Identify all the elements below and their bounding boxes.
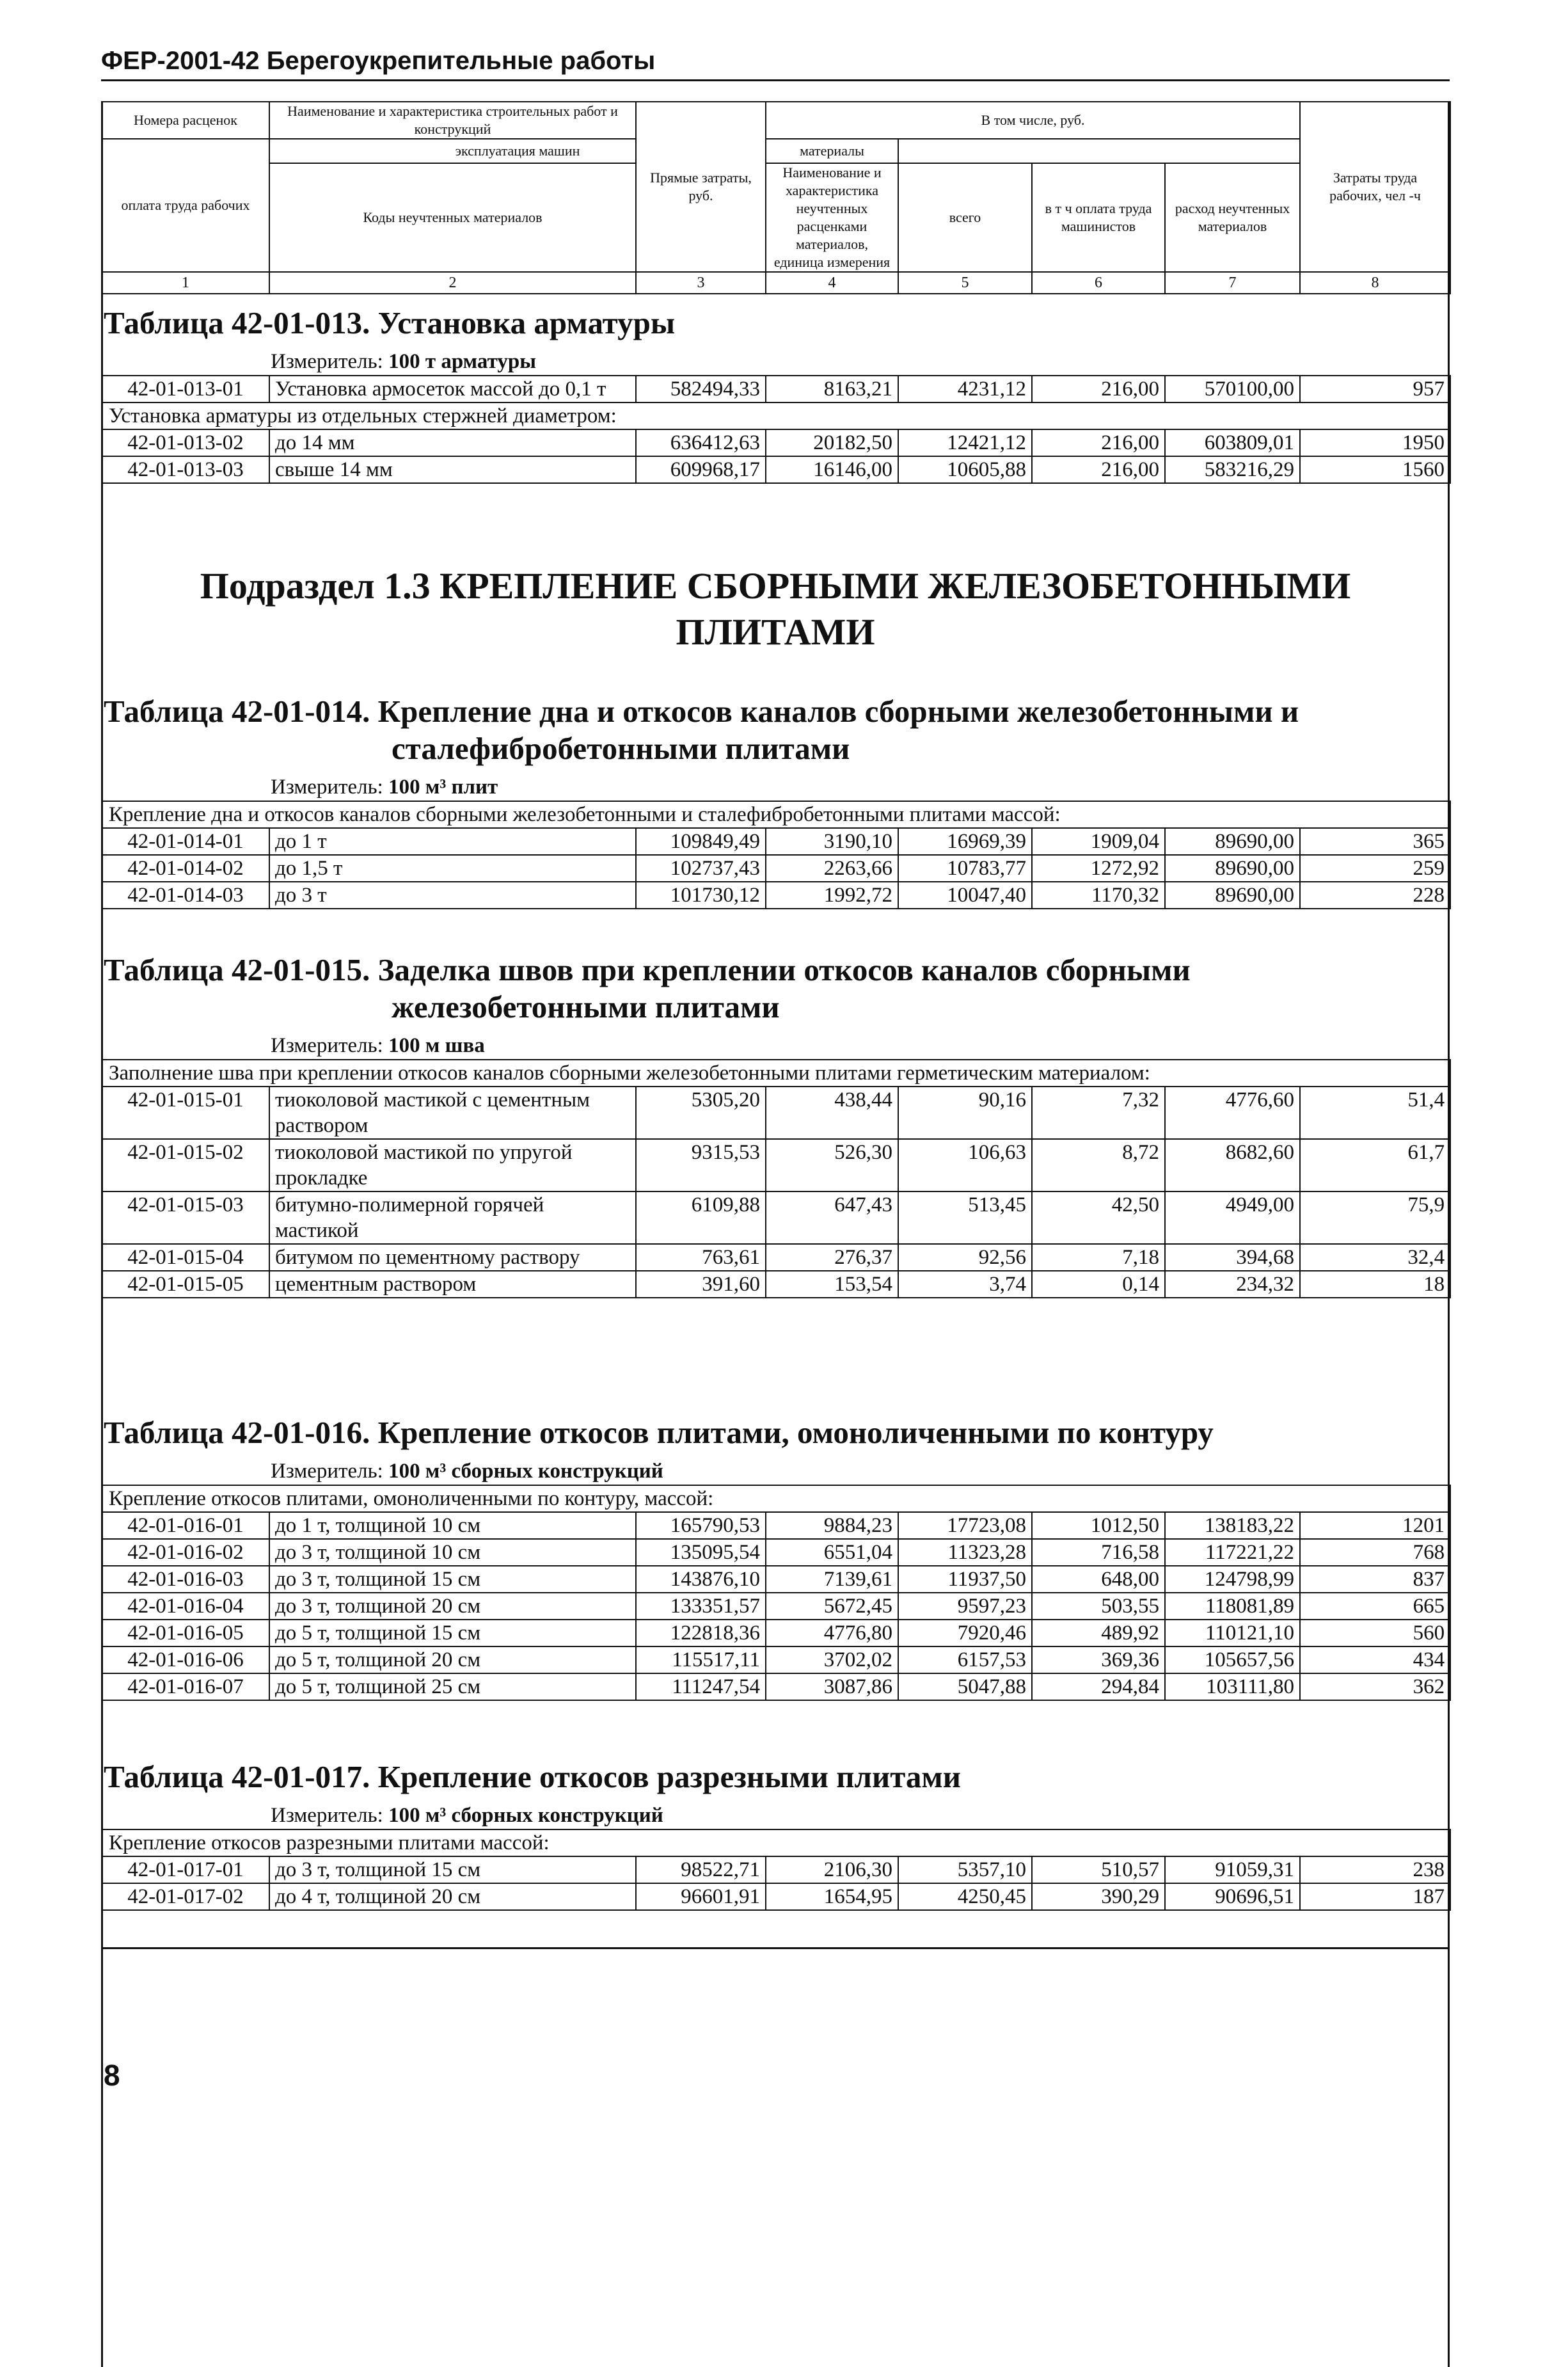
- machines-total-cell: 9597,23: [898, 1593, 1032, 1620]
- table-row: [102, 1620, 1450, 1646]
- labor-pay-cell: 7139,61: [766, 1566, 898, 1593]
- table-016-group: Крепление откосов плитами, омоноличенными по контуру, массой:: [102, 1485, 1450, 1512]
- labor-hours-cell: 1950: [1300, 429, 1450, 456]
- table-014-title: [101, 693, 1450, 767]
- header-labor-pay: оплата труда рабочих: [102, 139, 269, 272]
- materials-cell: 583216,29: [1165, 456, 1300, 483]
- machines-total-cell: 10783,77: [898, 855, 1032, 882]
- operator-pay-cell: 716,58: [1032, 1539, 1165, 1566]
- work-name-cell: до 1 т, толщиной 10 см: [269, 1512, 636, 1539]
- header-machines-total: всего: [898, 163, 1032, 272]
- table-017-group: Крепление откосов разрезными плитами массой:: [102, 1829, 1450, 1856]
- rate-code-cell: 42-01-016-07: [102, 1673, 269, 1700]
- machines-total-cell: 7920,46: [898, 1620, 1032, 1646]
- machines-total-cell: 90,16: [898, 1087, 1032, 1139]
- table-014-title-line-1: Таблица 42-01-014. Крепление дна и откосов каналов сборными железобетонными и: [104, 694, 1299, 729]
- work-name-cell: битумно-полимерной горячей мастикой: [269, 1191, 636, 1244]
- labor-hours-cell: 32,4: [1300, 1244, 1450, 1271]
- table-row: [102, 1566, 1450, 1593]
- table-015-title-line-1: Таблица 42-01-015. Заделка швов при креплении откосов каналов сборными: [104, 952, 1191, 987]
- labor-hours-cell: 957: [1300, 376, 1450, 402]
- direct-costs-cell: 101730,12: [636, 882, 766, 909]
- subsection-heading: [101, 563, 1450, 655]
- rate-code-cell: 42-01-015-03: [102, 1191, 269, 1244]
- work-name-cell: до 3 т, толщиной 15 см: [269, 1856, 636, 1883]
- labor-pay-cell: 2263,66: [766, 855, 898, 882]
- work-name-cell: до 3 т, толщиной 20 см: [269, 1593, 636, 1620]
- labor-hours-cell: 434: [1300, 1646, 1450, 1673]
- materials-cell: 103111,80: [1165, 1673, 1300, 1700]
- table-row: [102, 1512, 1450, 1539]
- column-header-table: [101, 101, 1451, 294]
- table-013: [101, 375, 1451, 484]
- work-name-cell: до 14 мм: [269, 429, 636, 456]
- work-name-cell: битумом по цементному раствору: [269, 1244, 636, 1271]
- machines-total-cell: 11937,50: [898, 1566, 1032, 1593]
- direct-costs-cell: 102737,43: [636, 855, 766, 882]
- direct-costs-cell: 165790,53: [636, 1512, 766, 1539]
- materials-cell: 105657,56: [1165, 1646, 1300, 1673]
- operator-pay-cell: 648,00: [1032, 1566, 1165, 1593]
- work-name-cell: до 3 т, толщиной 15 см: [269, 1566, 636, 1593]
- labor-pay-cell: 3190,10: [766, 828, 898, 855]
- materials-cell: 89690,00: [1165, 828, 1300, 855]
- direct-costs-cell: 9315,53: [636, 1139, 766, 1191]
- work-name-cell: тиоколовой мастикой с цементным раствором: [269, 1087, 636, 1139]
- table-row: [102, 1539, 1450, 1566]
- rate-code-cell: 42-01-013-01: [102, 376, 269, 402]
- machines-total-cell: 10047,40: [898, 882, 1032, 909]
- direct-costs-cell: 98522,71: [636, 1856, 766, 1883]
- table-row: [102, 1646, 1450, 1673]
- machines-total-cell: 16969,39: [898, 828, 1032, 855]
- header-material-codes: Коды неучтенных материалов: [269, 163, 636, 272]
- rate-code-cell: 42-01-016-01: [102, 1512, 269, 1539]
- labor-hours-cell: 187: [1300, 1883, 1450, 1910]
- operator-pay-cell: 294,84: [1032, 1673, 1165, 1700]
- work-name-cell: свыше 14 мм: [269, 456, 636, 483]
- machines-total-cell: 4250,45: [898, 1883, 1032, 1910]
- machines-total-cell: 5357,10: [898, 1856, 1032, 1883]
- table-row: [102, 882, 1450, 909]
- measure-label: Измеритель:: [271, 1034, 383, 1057]
- labor-hours-cell: 238: [1300, 1856, 1450, 1883]
- work-name-cell: до 3 т: [269, 882, 636, 909]
- labor-pay-cell: 2106,30: [766, 1856, 898, 1883]
- table-017: [101, 1829, 1451, 1911]
- labor-pay-cell: 8163,21: [766, 376, 898, 402]
- header-num-6: 6: [1032, 272, 1165, 294]
- rate-code-cell: 42-01-015-02: [102, 1139, 269, 1191]
- table-016: [101, 1485, 1451, 1701]
- machines-total-cell: 513,45: [898, 1191, 1032, 1244]
- rate-code-cell: 42-01-016-05: [102, 1620, 269, 1646]
- materials-cell: 91059,31: [1165, 1856, 1300, 1883]
- machines-total-cell: 12421,12: [898, 429, 1032, 456]
- materials-cell: 138183,22: [1165, 1512, 1300, 1539]
- materials-cell: 394,68: [1165, 1244, 1300, 1271]
- rate-code-cell: 42-01-016-06: [102, 1646, 269, 1673]
- measure-value: 100 м³ плит: [388, 776, 498, 799]
- labor-hours-cell: 18: [1300, 1271, 1450, 1298]
- document-title: ФЕР-2001-42 Берегоукрепительные работы: [101, 47, 656, 75]
- direct-costs-cell: 763,61: [636, 1244, 766, 1271]
- materials-cell: 570100,00: [1165, 376, 1300, 402]
- labor-hours-cell: 1201: [1300, 1512, 1450, 1539]
- direct-costs-cell: 391,60: [636, 1271, 766, 1298]
- header-num-1: 1: [102, 272, 269, 294]
- header-material-names: Наименование и характеристика неучтенных расценками материалов, единица измерения: [766, 163, 898, 272]
- labor-hours-cell: 61,7: [1300, 1139, 1450, 1191]
- work-name-cell: цементным раствором: [269, 1271, 636, 1298]
- operator-pay-cell: 503,55: [1032, 1593, 1165, 1620]
- work-name-cell: тиоколовой мастикой по упругой прокладке: [269, 1139, 636, 1191]
- direct-costs-cell: 582494,33: [636, 376, 766, 402]
- operator-pay-cell: 0,14: [1032, 1271, 1165, 1298]
- operator-pay-cell: 1012,50: [1032, 1512, 1165, 1539]
- labor-pay-cell: 3702,02: [766, 1646, 898, 1673]
- table-013-title: Таблица 42-01-013. Установка арматуры: [104, 305, 676, 340]
- labor-pay-cell: 20182,50: [766, 429, 898, 456]
- table-row: [102, 1191, 1450, 1244]
- operator-pay-cell: 1909,04: [1032, 828, 1165, 855]
- header-direct-costs: Прямые затраты, руб.: [636, 102, 766, 272]
- measure-value: 100 м³ сборных конструкций: [388, 1460, 663, 1483]
- table-row: [102, 855, 1450, 882]
- table-row: [102, 1271, 1450, 1298]
- work-name-cell: до 1,5 т: [269, 855, 636, 882]
- table-015-title-line-2: железобетонными плитами: [392, 989, 780, 1024]
- labor-pay-cell: 4776,80: [766, 1620, 898, 1646]
- materials-cell: 4776,60: [1165, 1087, 1300, 1139]
- table-016-title: Таблица 42-01-016. Крепление откосов плитами, омоноличенными по контуру: [104, 1415, 1214, 1450]
- direct-costs-cell: 122818,36: [636, 1620, 766, 1646]
- table-013-section: [101, 305, 1450, 484]
- document-header: [101, 46, 1450, 81]
- header-labor-hours: Затраты труда рабочих, чел -ч: [1300, 102, 1450, 272]
- rate-code-cell: 42-01-017-01: [102, 1856, 269, 1883]
- table-row: [102, 429, 1450, 456]
- table-row: [102, 1673, 1450, 1700]
- subsection-line-1: Подраздел 1.3 КРЕПЛЕНИЕ СБОРНЫМИ ЖЕЛЕЗОБЕТОННЫМИ: [200, 565, 1351, 607]
- operator-pay-cell: 510,57: [1032, 1856, 1165, 1883]
- materials-cell: 603809,01: [1165, 429, 1300, 456]
- rate-code-cell: 42-01-015-05: [102, 1271, 269, 1298]
- direct-costs-cell: 143876,10: [636, 1566, 766, 1593]
- operator-pay-cell: 7,18: [1032, 1244, 1165, 1271]
- operator-pay-cell: 369,36: [1032, 1646, 1165, 1673]
- header-num-2: 2: [269, 272, 636, 294]
- measure-label: Измеритель:: [271, 1804, 383, 1827]
- labor-hours-cell: 560: [1300, 1620, 1450, 1646]
- machines-total-cell: 92,56: [898, 1244, 1032, 1271]
- direct-costs-cell: 5305,20: [636, 1087, 766, 1139]
- table-015-group: Заполнение шва при креплении откосов каналов сборными железобетонными плитами герметическим материалом:: [102, 1060, 1450, 1087]
- direct-costs-cell: 133351,57: [636, 1593, 766, 1620]
- table-row: [102, 1244, 1450, 1271]
- measure-label: Измеритель:: [271, 1460, 383, 1483]
- labor-pay-cell: 276,37: [766, 1244, 898, 1271]
- labor-hours-cell: 228: [1300, 882, 1450, 909]
- table-013-group: Установка арматуры из отдельных стержней диаметром:: [102, 402, 1450, 429]
- work-name-cell: Установка армосеток массой до 0,1 т: [269, 376, 636, 402]
- labor-pay-cell: 438,44: [766, 1087, 898, 1139]
- operator-pay-cell: 216,00: [1032, 429, 1165, 456]
- rate-code-cell: 42-01-013-02: [102, 429, 269, 456]
- direct-costs-cell: 115517,11: [636, 1646, 766, 1673]
- header-work-name: Наименование и характеристика строительных работ и конструкций: [269, 102, 636, 139]
- header-num-4: 4: [766, 272, 898, 294]
- materials-cell: 90696,51: [1165, 1883, 1300, 1910]
- table-015-measure: [101, 1033, 1450, 1059]
- measure-label: Измеритель:: [271, 776, 383, 799]
- labor-hours-cell: 75,9: [1300, 1191, 1450, 1244]
- table-017-title: Таблица 42-01-017. Крепление откосов разрезными плитами: [104, 1759, 962, 1794]
- work-name-cell: до 3 т, толщиной 10 см: [269, 1539, 636, 1566]
- rate-code-cell: 42-01-013-03: [102, 456, 269, 483]
- operator-pay-cell: 216,00: [1032, 376, 1165, 402]
- rate-code-cell: 42-01-016-02: [102, 1539, 269, 1566]
- rate-code-cell: 42-01-015-01: [102, 1087, 269, 1139]
- work-name-cell: до 1 т: [269, 828, 636, 855]
- operator-pay-cell: 489,92: [1032, 1620, 1165, 1646]
- labor-pay-cell: 9884,23: [766, 1512, 898, 1539]
- machines-total-cell: 5047,88: [898, 1673, 1032, 1700]
- labor-pay-cell: 1654,95: [766, 1883, 898, 1910]
- table-014-group: Крепление дна и откосов каналов сборными железобетонными и сталефибробетонными плитами массой:: [102, 801, 1450, 828]
- header-num-8: 8: [1300, 272, 1450, 294]
- measure-value: 100 м шва: [388, 1034, 485, 1057]
- rate-code-cell: 42-01-014-03: [102, 882, 269, 909]
- materials-cell: 89690,00: [1165, 882, 1300, 909]
- machines-total-cell: 17723,08: [898, 1512, 1032, 1539]
- rate-code-cell: 42-01-014-02: [102, 855, 269, 882]
- table-row: [102, 1856, 1450, 1883]
- table-014-measure: [101, 775, 1450, 801]
- labor-hours-cell: 1560: [1300, 456, 1450, 483]
- materials-cell: 89690,00: [1165, 855, 1300, 882]
- materials-cell: 118081,89: [1165, 1593, 1300, 1620]
- labor-hours-cell: 259: [1300, 855, 1450, 882]
- table-row: [102, 1087, 1450, 1139]
- table-row: [102, 376, 1450, 402]
- measure-value: 100 т арматуры: [388, 350, 536, 373]
- header-rate-numbers: Номера расценок: [102, 102, 269, 139]
- machines-total-cell: 6157,53: [898, 1646, 1032, 1673]
- table-015: [101, 1059, 1451, 1298]
- machines-total-cell: 3,74: [898, 1271, 1032, 1298]
- labor-hours-cell: 362: [1300, 1673, 1450, 1700]
- labor-pay-cell: 16146,00: [766, 456, 898, 483]
- materials-cell: 110121,10: [1165, 1620, 1300, 1646]
- materials-cell: 234,32: [1165, 1271, 1300, 1298]
- header-operator-pay: в т ч оплата труда машинистов: [1032, 163, 1165, 272]
- table-row: [102, 456, 1450, 483]
- labor-pay-cell: 5672,45: [766, 1593, 898, 1620]
- labor-pay-cell: 153,54: [766, 1271, 898, 1298]
- rate-code-cell: 42-01-014-01: [102, 828, 269, 855]
- operator-pay-cell: 1272,92: [1032, 855, 1165, 882]
- labor-hours-cell: 665: [1300, 1593, 1450, 1620]
- materials-cell: 4949,00: [1165, 1191, 1300, 1244]
- work-name-cell: до 5 т, толщиной 25 см: [269, 1673, 636, 1700]
- labor-pay-cell: 526,30: [766, 1139, 898, 1191]
- labor-pay-cell: 647,43: [766, 1191, 898, 1244]
- operator-pay-cell: 7,32: [1032, 1087, 1165, 1139]
- labor-hours-cell: 837: [1300, 1566, 1450, 1593]
- header-materials: материалы: [766, 139, 898, 163]
- machines-total-cell: 4231,12: [898, 376, 1032, 402]
- labor-hours-cell: 365: [1300, 828, 1450, 855]
- table-015-title: [101, 952, 1450, 1026]
- table-row: [102, 1883, 1450, 1910]
- header-num-5: 5: [898, 272, 1032, 294]
- table-014-title-line-2: сталефибробетонными плитами: [392, 731, 850, 766]
- materials-cell: 117221,22: [1165, 1539, 1300, 1566]
- direct-costs-cell: 6109,88: [636, 1191, 766, 1244]
- header-num-7: 7: [1165, 272, 1300, 294]
- header-machines: эксплуатация машин: [269, 139, 766, 163]
- labor-pay-cell: 1992,72: [766, 882, 898, 909]
- header-material-consumption: расход неучтенных материалов: [1165, 163, 1300, 272]
- page-frame-bottom: [101, 1947, 1450, 1949]
- table-014: [101, 801, 1451, 909]
- table-row: [102, 828, 1450, 855]
- measure-label: Измеритель:: [271, 350, 383, 373]
- subsection-line-2: ПЛИТАМИ: [676, 611, 875, 653]
- direct-costs-cell: 109849,49: [636, 828, 766, 855]
- direct-costs-cell: 111247,54: [636, 1673, 766, 1700]
- machines-total-cell: 10605,88: [898, 456, 1032, 483]
- operator-pay-cell: 216,00: [1032, 456, 1165, 483]
- operator-pay-cell: 390,29: [1032, 1883, 1165, 1910]
- labor-pay-cell: 3087,86: [766, 1673, 898, 1700]
- measure-value: 100 м³ сборных конструкций: [388, 1804, 663, 1827]
- work-name-cell: до 5 т, толщиной 15 см: [269, 1620, 636, 1646]
- operator-pay-cell: 42,50: [1032, 1191, 1165, 1244]
- work-name-cell: до 5 т, толщиной 20 см: [269, 1646, 636, 1673]
- rate-code-cell: 42-01-015-04: [102, 1244, 269, 1271]
- header-including: В том числе, руб.: [766, 102, 1300, 139]
- table-017-measure: [101, 1803, 1450, 1829]
- direct-costs-cell: 135095,54: [636, 1539, 766, 1566]
- machines-total-cell: 106,63: [898, 1139, 1032, 1191]
- materials-cell: 124798,99: [1165, 1566, 1300, 1593]
- direct-costs-cell: 96601,91: [636, 1883, 766, 1910]
- table-014-section: [101, 693, 1450, 909]
- header-num-3: 3: [636, 272, 766, 294]
- table-017-section: [101, 1758, 1450, 1911]
- table-015-section: [101, 952, 1450, 1298]
- table-016-measure: [101, 1459, 1450, 1485]
- operator-pay-cell: 1170,32: [1032, 882, 1165, 909]
- table-row: [102, 1139, 1450, 1191]
- labor-hours-cell: 51,4: [1300, 1087, 1450, 1139]
- page-number: 8: [104, 2059, 120, 2092]
- table-row: [102, 1593, 1450, 1620]
- rate-code-cell: 42-01-016-04: [102, 1593, 269, 1620]
- labor-pay-cell: 6551,04: [766, 1539, 898, 1566]
- rate-code-cell: 42-01-017-02: [102, 1883, 269, 1910]
- work-name-cell: до 4 т, толщиной 20 см: [269, 1883, 636, 1910]
- table-016-section: [101, 1414, 1450, 1701]
- labor-hours-cell: 768: [1300, 1539, 1450, 1566]
- rate-code-cell: 42-01-016-03: [102, 1566, 269, 1593]
- table-013-measure: [101, 349, 1450, 375]
- direct-costs-cell: 636412,63: [636, 429, 766, 456]
- direct-costs-cell: 609968,17: [636, 456, 766, 483]
- operator-pay-cell: 8,72: [1032, 1139, 1165, 1191]
- materials-cell: 8682,60: [1165, 1139, 1300, 1191]
- machines-total-cell: 11323,28: [898, 1539, 1032, 1566]
